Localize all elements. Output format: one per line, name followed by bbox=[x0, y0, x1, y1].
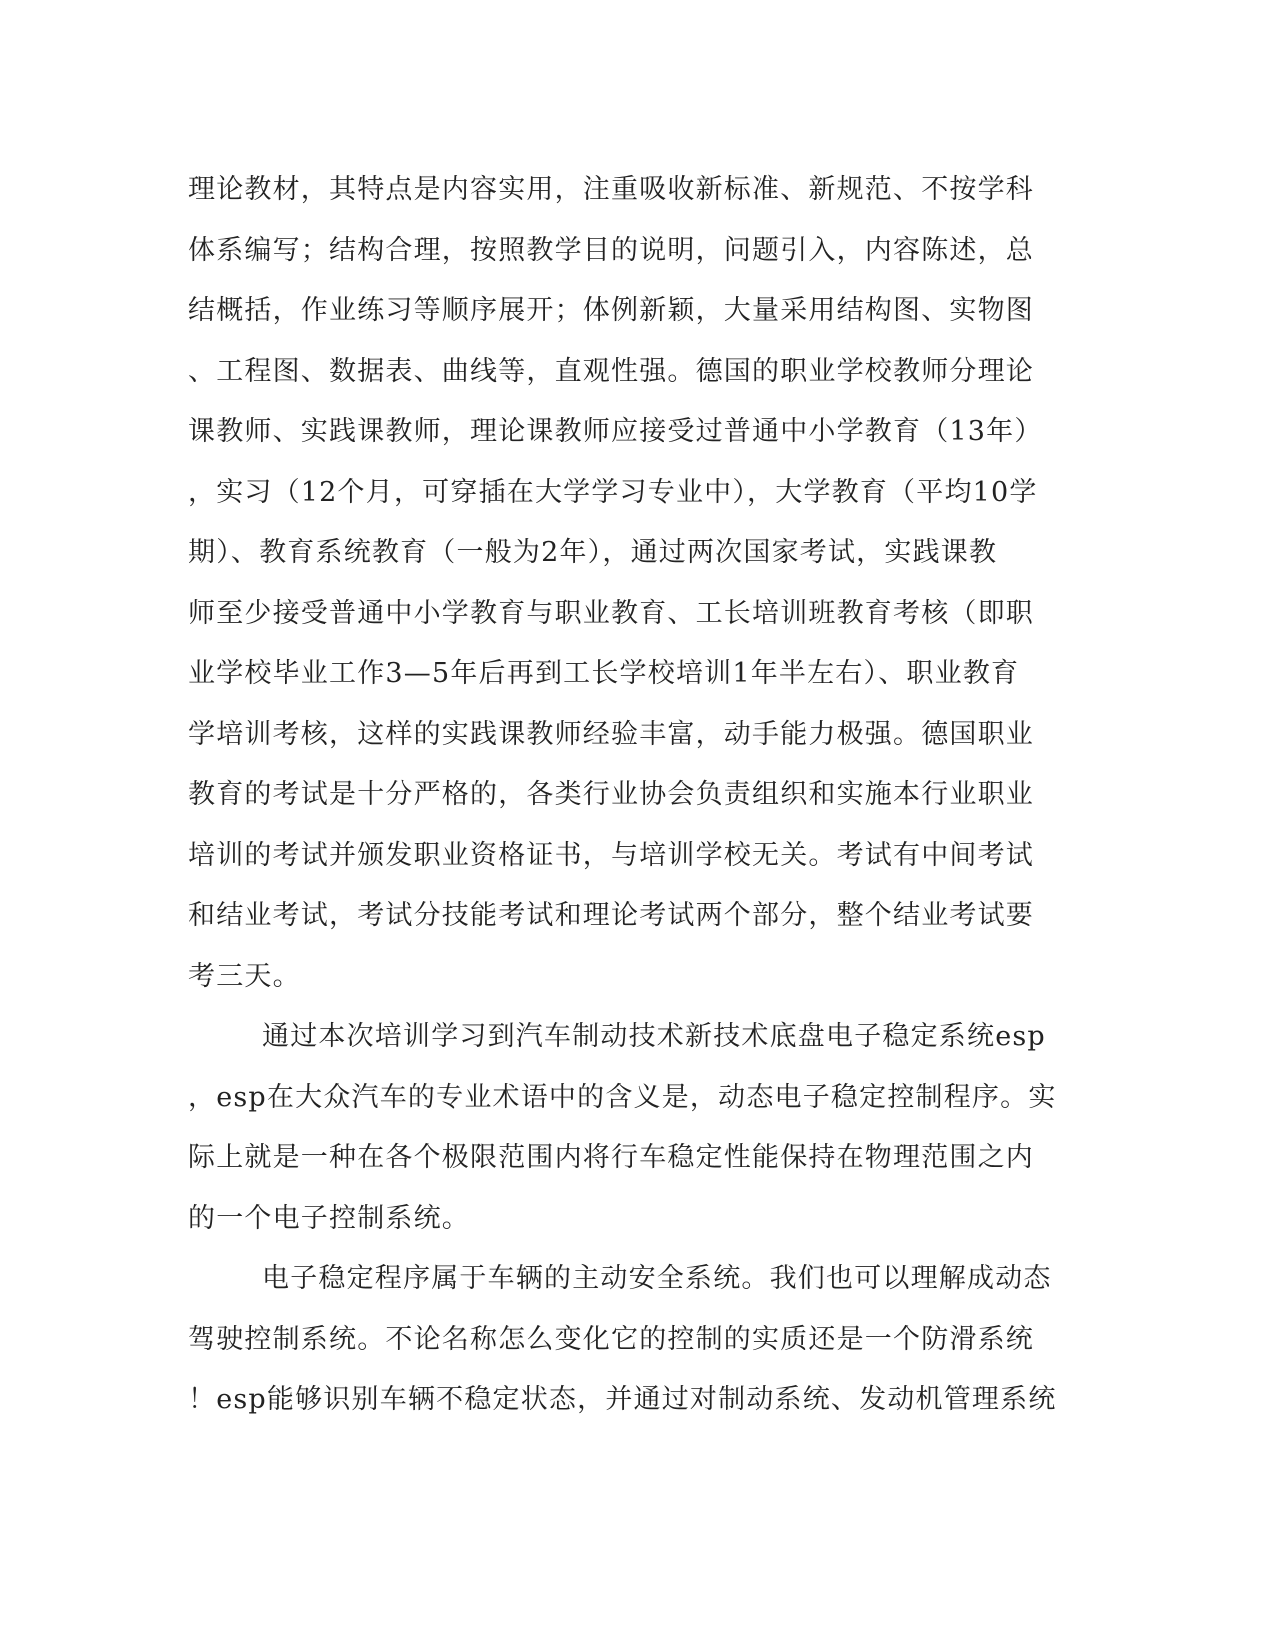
text-line: 体系编写；结构合理，按照教学目的说明，问题引入，内容陈述，总 bbox=[188, 234, 1034, 266]
paragraph-start-line: 电子稳定程序属于车辆的主动安全系统。我们也可以理解成动态 bbox=[262, 1263, 1052, 1294]
text-line: 师至少接受普通中小学教育与职业教育、工长培训班教育考核（即职 bbox=[188, 597, 1034, 629]
text-line: ，实习（12个月，可穿插在大学学习专业中），大学教育（平均10学 bbox=[188, 476, 1038, 508]
text-line: ！esp能够识别车辆不稳定状态，并通过对制动系统、发动机管理系统 bbox=[188, 1384, 1057, 1415]
text-line: 际上就是一种在各个极限范围内将行车稳定性能保持在物理范围之内 bbox=[188, 1142, 1034, 1173]
text-line: 、工程图、数据表、曲线等，直观性强。德国的职业学校教师分理论 bbox=[188, 355, 1034, 387]
text-line: 结概括，作业练习等顺序展开；体例新颖，大量采用结构图、实物图 bbox=[188, 295, 1034, 326]
body-text bbox=[188, 160, 1068, 1431]
text-line: 培训的考试并颁发职业资格证书，与培训学校无关。考试有中间考试 bbox=[188, 839, 1034, 871]
text-line: 驾驶控制系统。不论名称怎么变化它的控制的实质还是一个防滑系统 bbox=[188, 1323, 1034, 1355]
text-line: 期）、教育系统教育（一般为2年），通过两次国家考试，实践课教 bbox=[188, 537, 998, 568]
text-line: 的一个电子控制系统。 bbox=[188, 1202, 470, 1234]
text-line: 课教师、实践课教师，理论课教师应接受过普通中小学教育（13年） bbox=[188, 416, 1043, 447]
text-line: 和结业考试，考试分技能考试和理论考试两个部分，整个结业考试要 bbox=[188, 900, 1034, 931]
text-line: 理论教材，其特点是内容实用，注重吸收新标准、新规范、不按学科 bbox=[188, 174, 1034, 205]
paragraph-start-line: 通过本次培训学习到汽车制动技术新技术底盘电子稳定系统esp bbox=[262, 1021, 1046, 1052]
text-line: ，esp在大众汽车的专业术语中的含义是，动态电子稳定控制程序。实 bbox=[188, 1081, 1057, 1113]
text-line: 业学校毕业工作3—5年后再到工长学校培训1年半左右）、职业教育 bbox=[188, 658, 1020, 689]
text-line: 教育的考试是十分严格的，各类行业协会负责组织和实施本行业职业 bbox=[188, 779, 1034, 810]
text-line: 考三天。 bbox=[188, 960, 301, 992]
text-line: 学培训考核，这样的实践课教师经验丰富，动手能力极强。德国职业 bbox=[188, 718, 1034, 750]
